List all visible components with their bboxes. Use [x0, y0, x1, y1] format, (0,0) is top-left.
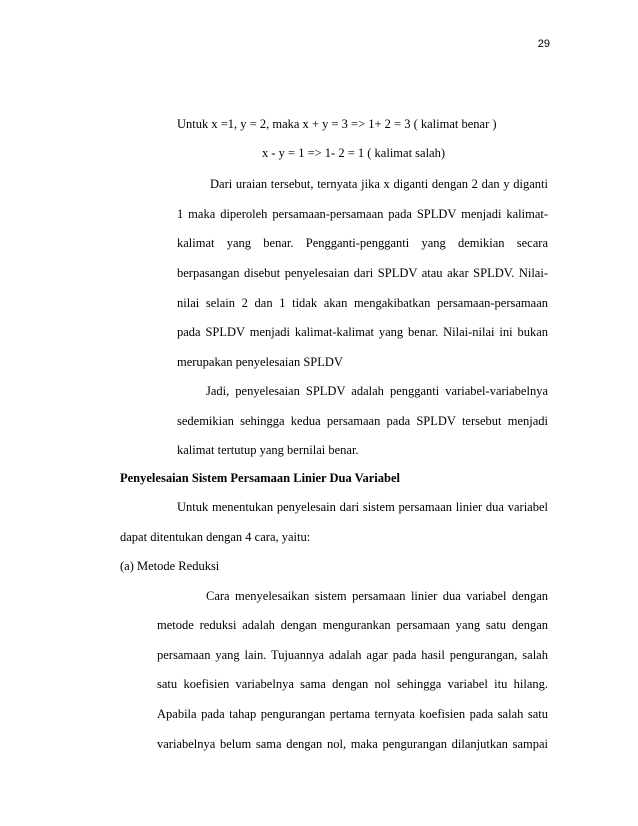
- paragraph-line: sedemikian sehingga kedua persamaan pada SPLDV tersebut menjadi: [177, 414, 548, 428]
- paragraph-line: nilai selain 2 dan 1 tidak akan mengakibatkan persamaan-persamaan: [177, 296, 548, 310]
- subsection-heading: (a) Metode Reduksi: [120, 559, 220, 573]
- paragraph-line: pada SPLDV menjadi kalimat-kalimat yang benar. Nilai-nilai ini bukan: [177, 325, 548, 339]
- paragraph-line: Untuk menentukan penyelesain dari sistem persamaan linier dua variabel: [177, 500, 548, 514]
- paragraph-line: kalimat tertutup yang bernilai benar.: [177, 443, 359, 457]
- paragraph-line: dapat ditentukan dengan 4 cara, yaitu:: [120, 530, 311, 544]
- paragraph-line: Dari uraian tersebut, ternyata jika x diganti dengan 2 dan y diganti: [210, 177, 548, 191]
- paragraph-line: Cara menyelesaikan sistem persamaan linier dua variabel dengan: [206, 589, 548, 603]
- paragraph-line: kalimat yang benar. Pengganti-pengganti yang demikian secara: [177, 236, 548, 250]
- paragraph-line: metode reduksi adalah dengan mengurankan persamaan yang satu dengan: [157, 618, 548, 632]
- paragraph-line: Apabila pada tahap pengurangan pertama ternyata koefisien pada salah satu: [157, 707, 548, 721]
- paragraph-line: 1 maka diperoleh persamaan-persamaan pada SPLDV menjadi kalimat-: [177, 207, 548, 221]
- paragraph-line: Jadi, penyelesaian SPLDV adalah pengganti variabel-variabelnya: [206, 384, 548, 398]
- paragraph-line: berpasangan disebut penyelesaian dari SPLDV atau akar SPLDV. Nilai-: [177, 266, 548, 280]
- paragraph-line: variabelnya belum sama dengan nol, maka pengurangan dilanjutkan sampai: [157, 737, 548, 751]
- page-number: 29: [537, 38, 550, 50]
- paragraph-line: satu koefisien variabelnya sama dengan nol sehingga variabel itu hilang.: [157, 677, 548, 691]
- section-heading: Penyelesaian Sistem Persamaan Linier Dua Variabel: [120, 471, 400, 485]
- example-line: Untuk x =1, y = 2, maka x + y = 3 => 1+ 2 = 3 ( kalimat benar ): [177, 117, 497, 131]
- example-line: x - y = 1 => 1- 2 = 1 ( kalimat salah): [262, 146, 446, 160]
- paragraph-line: persamaan yang lain. Tujuannya adalah agar pada hasil pengurangan, salah: [157, 648, 548, 662]
- paragraph-line: merupakan penyelesaian SPLDV: [177, 355, 343, 369]
